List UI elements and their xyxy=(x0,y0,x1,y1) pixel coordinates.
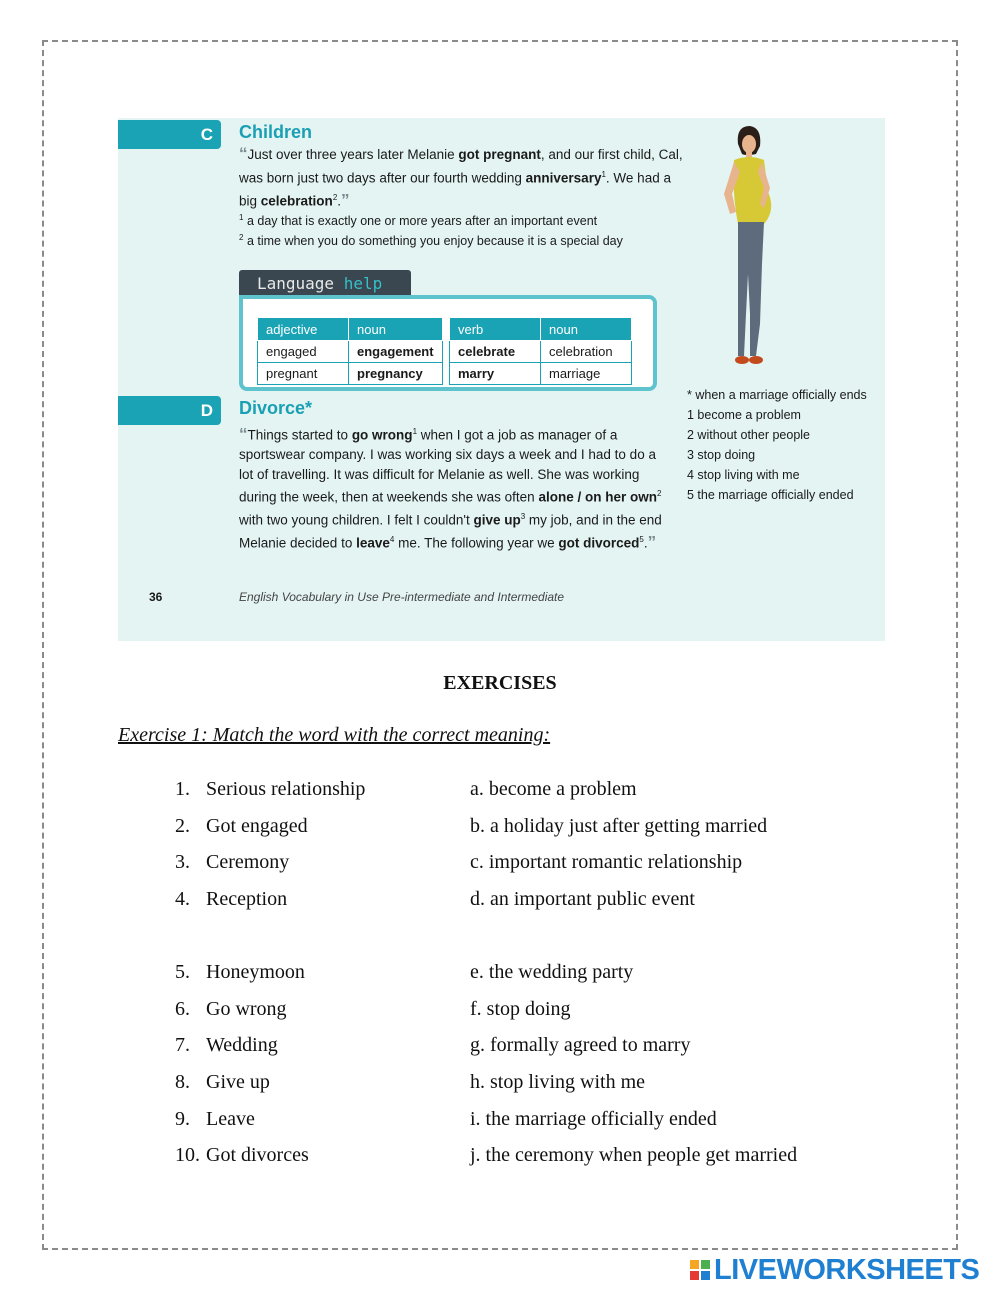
item-number: 2. xyxy=(175,815,190,837)
table-cell: engaged xyxy=(258,341,349,363)
close-quote-icon: ” xyxy=(647,532,657,552)
close-quote-icon: ” xyxy=(341,190,350,209)
section-d-paragraph: “Things started to go wrong$^1$ when I got a job as manager of a sportswear company. I was working six days a week and I had to do a lot of travelling. It was difficult for Melanie as well. She was working during the week, then at weekends she was often alone / on her own$^2$ with two young children. I felt I couldn't give $up^3$ my job, and in the end Melanie decided to leave$^4$ me. The following year we got divorced$^5$.” xyxy=(239,424,662,552)
list-item xyxy=(0,998,1000,1028)
item-word: Give up xyxy=(206,1071,270,1093)
logo-text: LIVEWORKSHEETS xyxy=(714,1254,980,1286)
section-c-tab: C xyxy=(118,120,221,149)
item-number: 6. xyxy=(175,998,190,1020)
side-note: 4 stop living with me xyxy=(687,468,800,482)
open-quote-icon: “ xyxy=(239,144,248,163)
language-help-title: Language help xyxy=(239,270,411,298)
item-meaning: a. become a problem xyxy=(470,778,637,800)
table-cell: celebration xyxy=(541,341,632,363)
section-c-title: Children xyxy=(239,122,313,142)
list-item xyxy=(0,961,1000,991)
table-cell: marriage xyxy=(541,363,632,385)
item-word: Serious relationship xyxy=(206,778,366,800)
list-item xyxy=(0,1071,1000,1101)
item-meaning: c. important romantic relationship xyxy=(470,851,743,873)
side-note: * when a marriage officially ends xyxy=(687,388,867,402)
list-item xyxy=(0,1108,1000,1138)
table-cell: celebrate xyxy=(450,341,541,363)
exercises-heading: EXERCISES xyxy=(443,672,557,694)
item-meaning: j. the ceremony when people get married xyxy=(470,1144,798,1166)
book-title: English Vocabulary in Use Pre-intermediate and Intermediate xyxy=(239,590,565,604)
list-item xyxy=(0,815,1000,845)
item-meaning: d. an important public event xyxy=(470,888,695,910)
item-meaning: e. the wedding party xyxy=(470,961,634,983)
table-cell: pregnancy xyxy=(349,363,443,385)
language-help-table-adjective xyxy=(257,317,443,385)
item-number: 7. xyxy=(175,1034,190,1056)
side-note: 5 the marriage officially ended xyxy=(687,488,854,502)
section-c-footnote-2: $^2$ a time when you do something you enjoy because it is a special day xyxy=(239,233,623,249)
item-number: 8. xyxy=(175,1071,190,1093)
table-cell: pregnant xyxy=(258,363,349,385)
item-number: 4. xyxy=(175,888,190,910)
item-word: Go wrong xyxy=(206,998,287,1020)
item-number: 5. xyxy=(175,961,190,983)
language-help-box xyxy=(239,295,657,391)
item-word: Leave xyxy=(206,1108,255,1130)
item-number: 1. xyxy=(175,778,190,800)
item-number: 3. xyxy=(175,851,190,873)
list-item xyxy=(0,1144,1000,1174)
table-header: noun xyxy=(541,318,632,341)
pregnant-woman-illustration xyxy=(716,124,786,374)
table-cell: marry xyxy=(450,363,541,385)
side-note: 3 stop doing xyxy=(687,448,756,462)
item-meaning: g. formally agreed to marry xyxy=(470,1034,691,1056)
item-number: 9. xyxy=(175,1108,190,1130)
section-d-title: Divorce* xyxy=(239,398,313,418)
side-notes xyxy=(687,385,877,505)
table-header: noun xyxy=(349,318,443,341)
side-note: 2 without other people xyxy=(687,428,811,442)
table-header: adjective xyxy=(258,318,349,341)
page-number: 36 xyxy=(149,590,163,604)
table-header: verb xyxy=(450,318,541,341)
logo-grid-icon xyxy=(690,1260,710,1280)
item-word: Honeymoon xyxy=(206,961,305,983)
language-help-table-verb xyxy=(449,317,632,385)
section-c-footnote-1: $^1$ a day that is exactly one or more years after an important event xyxy=(239,213,598,229)
open-quote-icon: “ xyxy=(239,424,248,444)
section-c-paragraph: “Just over three years later Melanie got pregnant, and our first child, Cal, was born just two days after our fourth wedding anniversary$^1$. We had a big celebration$^2$.” xyxy=(239,144,683,209)
item-meaning: b. a holiday just after getting married xyxy=(470,815,768,837)
item-word: Got engaged xyxy=(206,815,308,837)
item-word: Ceremony xyxy=(206,851,290,873)
item-word: Wedding xyxy=(206,1034,278,1056)
item-meaning: f. stop doing xyxy=(470,998,571,1020)
item-meaning: h. stop living with me xyxy=(470,1071,645,1093)
section-d-tab: D xyxy=(118,396,221,425)
textbook-excerpt xyxy=(118,118,885,641)
item-word: Reception xyxy=(206,888,288,910)
table-cell: engagement xyxy=(349,341,443,363)
item-number: 10. xyxy=(175,1144,200,1166)
item-word: Got divorces xyxy=(206,1144,309,1166)
side-note: 1 become a problem xyxy=(687,408,801,422)
list-item xyxy=(0,778,1000,808)
exercise-instruction: Exercise 1: Match the word with the correct meaning: xyxy=(118,724,551,746)
item-meaning: i. the marriage officially ended xyxy=(470,1108,717,1130)
list-item xyxy=(0,851,1000,881)
list-item xyxy=(0,1034,1000,1064)
list-item xyxy=(0,888,1000,918)
